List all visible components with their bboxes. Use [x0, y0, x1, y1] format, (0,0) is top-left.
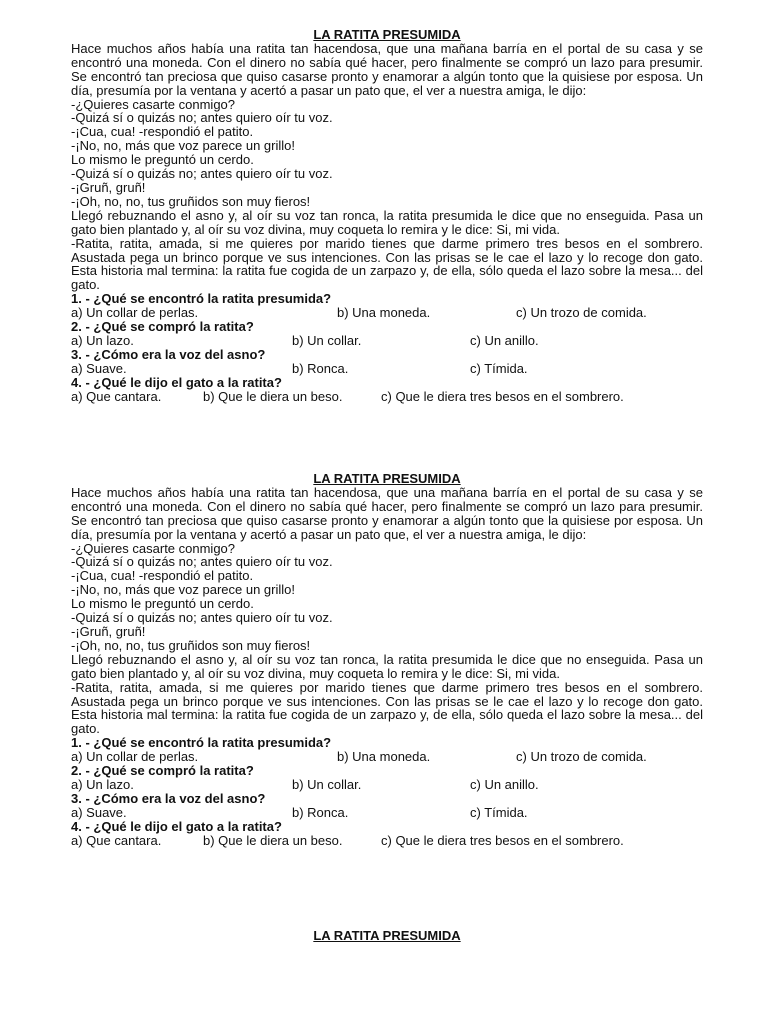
option-c: c) Un anillo.: [470, 776, 539, 792]
option-b: b) Un collar.: [292, 332, 362, 348]
option-c: c) Un trozo de comida.: [516, 749, 647, 765]
dialogue-line: Lo mismo le preguntó un cerdo.: [71, 152, 254, 168]
options-3: [71, 806, 703, 820]
option-b: b) Ronca.: [292, 360, 349, 376]
option-c: c) Que le diera tres besos en el sombrero.: [381, 388, 624, 404]
dialogue-line: -¡No, no, más que voz parece un grillo!: [71, 138, 295, 154]
option-c: c) Un trozo de comida.: [516, 305, 647, 321]
question-4: 4. - ¿Qué le dijo el gato a la ratita?: [71, 374, 282, 390]
story-paragraph: Llegó rebuznando el asno y, al oír su voz tan ronca, la ratita presumida le dice que no enseguida. Pasa un gato bien plantado y, al oír su voz divina, muy coqueta lo remira y le dice: Si, mi vida.: [71, 651, 703, 681]
question-3: 3. - ¿Cómo era la voz del asno?: [71, 346, 266, 362]
story-paragraph: Llegó rebuznando el asno y, al oír su voz tan ronca, la ratita presumida le dice que no enseguida. Pasa un gato bien plantado y, al oír su voz divina, muy coqueta lo remira y le dice: Si, mi vida.: [71, 207, 703, 237]
story-paragraph: Hace muchos años había una ratita tan hacendosa, que una mañana barría en el portal de su casa y se encontró una moneda. Con el dinero no sabía qué hacer, pero finalmente se compró un lazo para presumir. Se encontró tan preciosa que quiso casarse pronto y enamorar a algún tonto que la quisiese por esposa. Un día, presumía por la ventana y acertó a pasar un pato que, el ver a nuestra amiga, le dijo:: [71, 484, 703, 542]
dialogue-line: -¡Cua, cua! -respondió el patito.: [71, 124, 254, 140]
dialogue-line: -Quizá sí o quizás no; antes quiero oír tu voz.: [71, 554, 333, 570]
options-1: [71, 306, 703, 320]
dialogue-line: -Quizá sí o quizás no; antes quiero oír tu voz.: [71, 166, 333, 182]
dialogue-line: -¿Quieres casarte conmigo?: [71, 540, 236, 556]
option-b: b) Una moneda.: [337, 749, 431, 765]
option-c: c) Que le diera tres besos en el sombrero.: [381, 832, 624, 848]
dialogue-line: -Quizá sí o quizás no; antes quiero oír tu voz.: [71, 610, 333, 626]
dialogue-line: Lo mismo le preguntó un cerdo.: [71, 596, 254, 612]
option-b: b) Ronca.: [292, 804, 349, 820]
question-1: 1. - ¿Qué se encontró la ratita presumida?: [71, 291, 332, 307]
option-c: c) Tímida.: [470, 360, 528, 376]
options-4: [71, 834, 703, 848]
option-a: a) Un collar de perlas.: [71, 305, 199, 321]
option-a: a) Suave.: [71, 804, 127, 820]
option-a: a) Un lazo.: [71, 776, 134, 792]
options-2: [71, 334, 703, 348]
option-b: b) Que le diera un beso.: [203, 388, 343, 404]
options-4: [71, 390, 703, 404]
worksheet-title: LA RATITA PRESUMIDA: [313, 471, 461, 486]
option-c: c) Un anillo.: [470, 332, 539, 348]
worksheet-1: [71, 28, 703, 403]
worksheet-3: [71, 929, 703, 943]
question-2: 2. - ¿Qué se compró la ratita?: [71, 319, 254, 335]
story-paragraph: -Ratita, ratita, amada, si me quieres por marido tienes que darme primero tres besos en el sombrero. Asustada pega un brinco porque ve sus intenciones. Con las prisas se le cae el lazo y lo recoge don gato. Esta historia mal termina: la ratita fue cogida de un zarpazo y, de ella, sólo queda el lazo sobre la mesa... del gato.: [71, 235, 703, 293]
dialogue-line: -¡Gruñ, gruñ!: [71, 179, 146, 195]
worksheet-title: LA RATITA PRESUMIDA: [313, 928, 461, 943]
option-c: c) Tímida.: [470, 804, 528, 820]
question-3: 3. - ¿Cómo era la voz del asno?: [71, 790, 266, 806]
options-1: [71, 750, 703, 764]
question-2: 2. - ¿Qué se compró la ratita?: [71, 763, 254, 779]
option-a: a) Suave.: [71, 360, 127, 376]
story-paragraph: -Ratita, ratita, amada, si me quieres por marido tienes que darme primero tres besos en el sombrero. Asustada pega un brinco porque ve sus intenciones. Con las prisas se le cae el lazo y lo recoge don gato. Esta historia mal termina: la ratita fue cogida de un zarpazo y, de ella, sólo queda el lazo sobre la mesa... del gato.: [71, 679, 703, 737]
dialogue-line: -¿Quieres casarte conmigo?: [71, 96, 236, 112]
option-a: a) Un collar de perlas.: [71, 749, 199, 765]
dialogue-line: -¡Cua, cua! -respondió el patito.: [71, 568, 254, 584]
options-2: [71, 778, 703, 792]
option-a: a) Que cantara.: [71, 832, 162, 848]
option-a: a) Que cantara.: [71, 388, 162, 404]
dialogue-line: -¡Gruñ, gruñ!: [71, 623, 146, 639]
option-b: b) Un collar.: [292, 776, 362, 792]
story-paragraph: Hace muchos años había una ratita tan hacendosa, que una mañana barría en el portal de su casa y se encontró una moneda. Con el dinero no sabía qué hacer, pero finalmente se compró un lazo para presumir. Se encontró tan preciosa que quiso casarse pronto y enamorar a algún tonto que la quisiese por esposa. Un día, presumía por la ventana y acertó a pasar un pato que, el ver a nuestra amiga, le dijo:: [71, 40, 703, 98]
question-1: 1. - ¿Qué se encontró la ratita presumida?: [71, 735, 332, 751]
worksheet-title: LA RATITA PRESUMIDA: [313, 27, 461, 42]
dialogue-line: -¡Oh, no, no, tus gruñidos son muy fieros!: [71, 637, 311, 653]
option-b: b) Una moneda.: [337, 305, 431, 321]
dialogue-line: -¡No, no, más que voz parece un grillo!: [71, 582, 295, 598]
dialogue-line: -Quizá sí o quizás no; antes quiero oír tu voz.: [71, 110, 333, 126]
option-b: b) Que le diera un beso.: [203, 832, 343, 848]
worksheet-2: [71, 472, 703, 847]
options-3: [71, 362, 703, 376]
option-a: a) Un lazo.: [71, 332, 134, 348]
dialogue-line: -¡Oh, no, no, tus gruñidos son muy fieros!: [71, 193, 311, 209]
question-4: 4. - ¿Qué le dijo el gato a la ratita?: [71, 818, 282, 834]
